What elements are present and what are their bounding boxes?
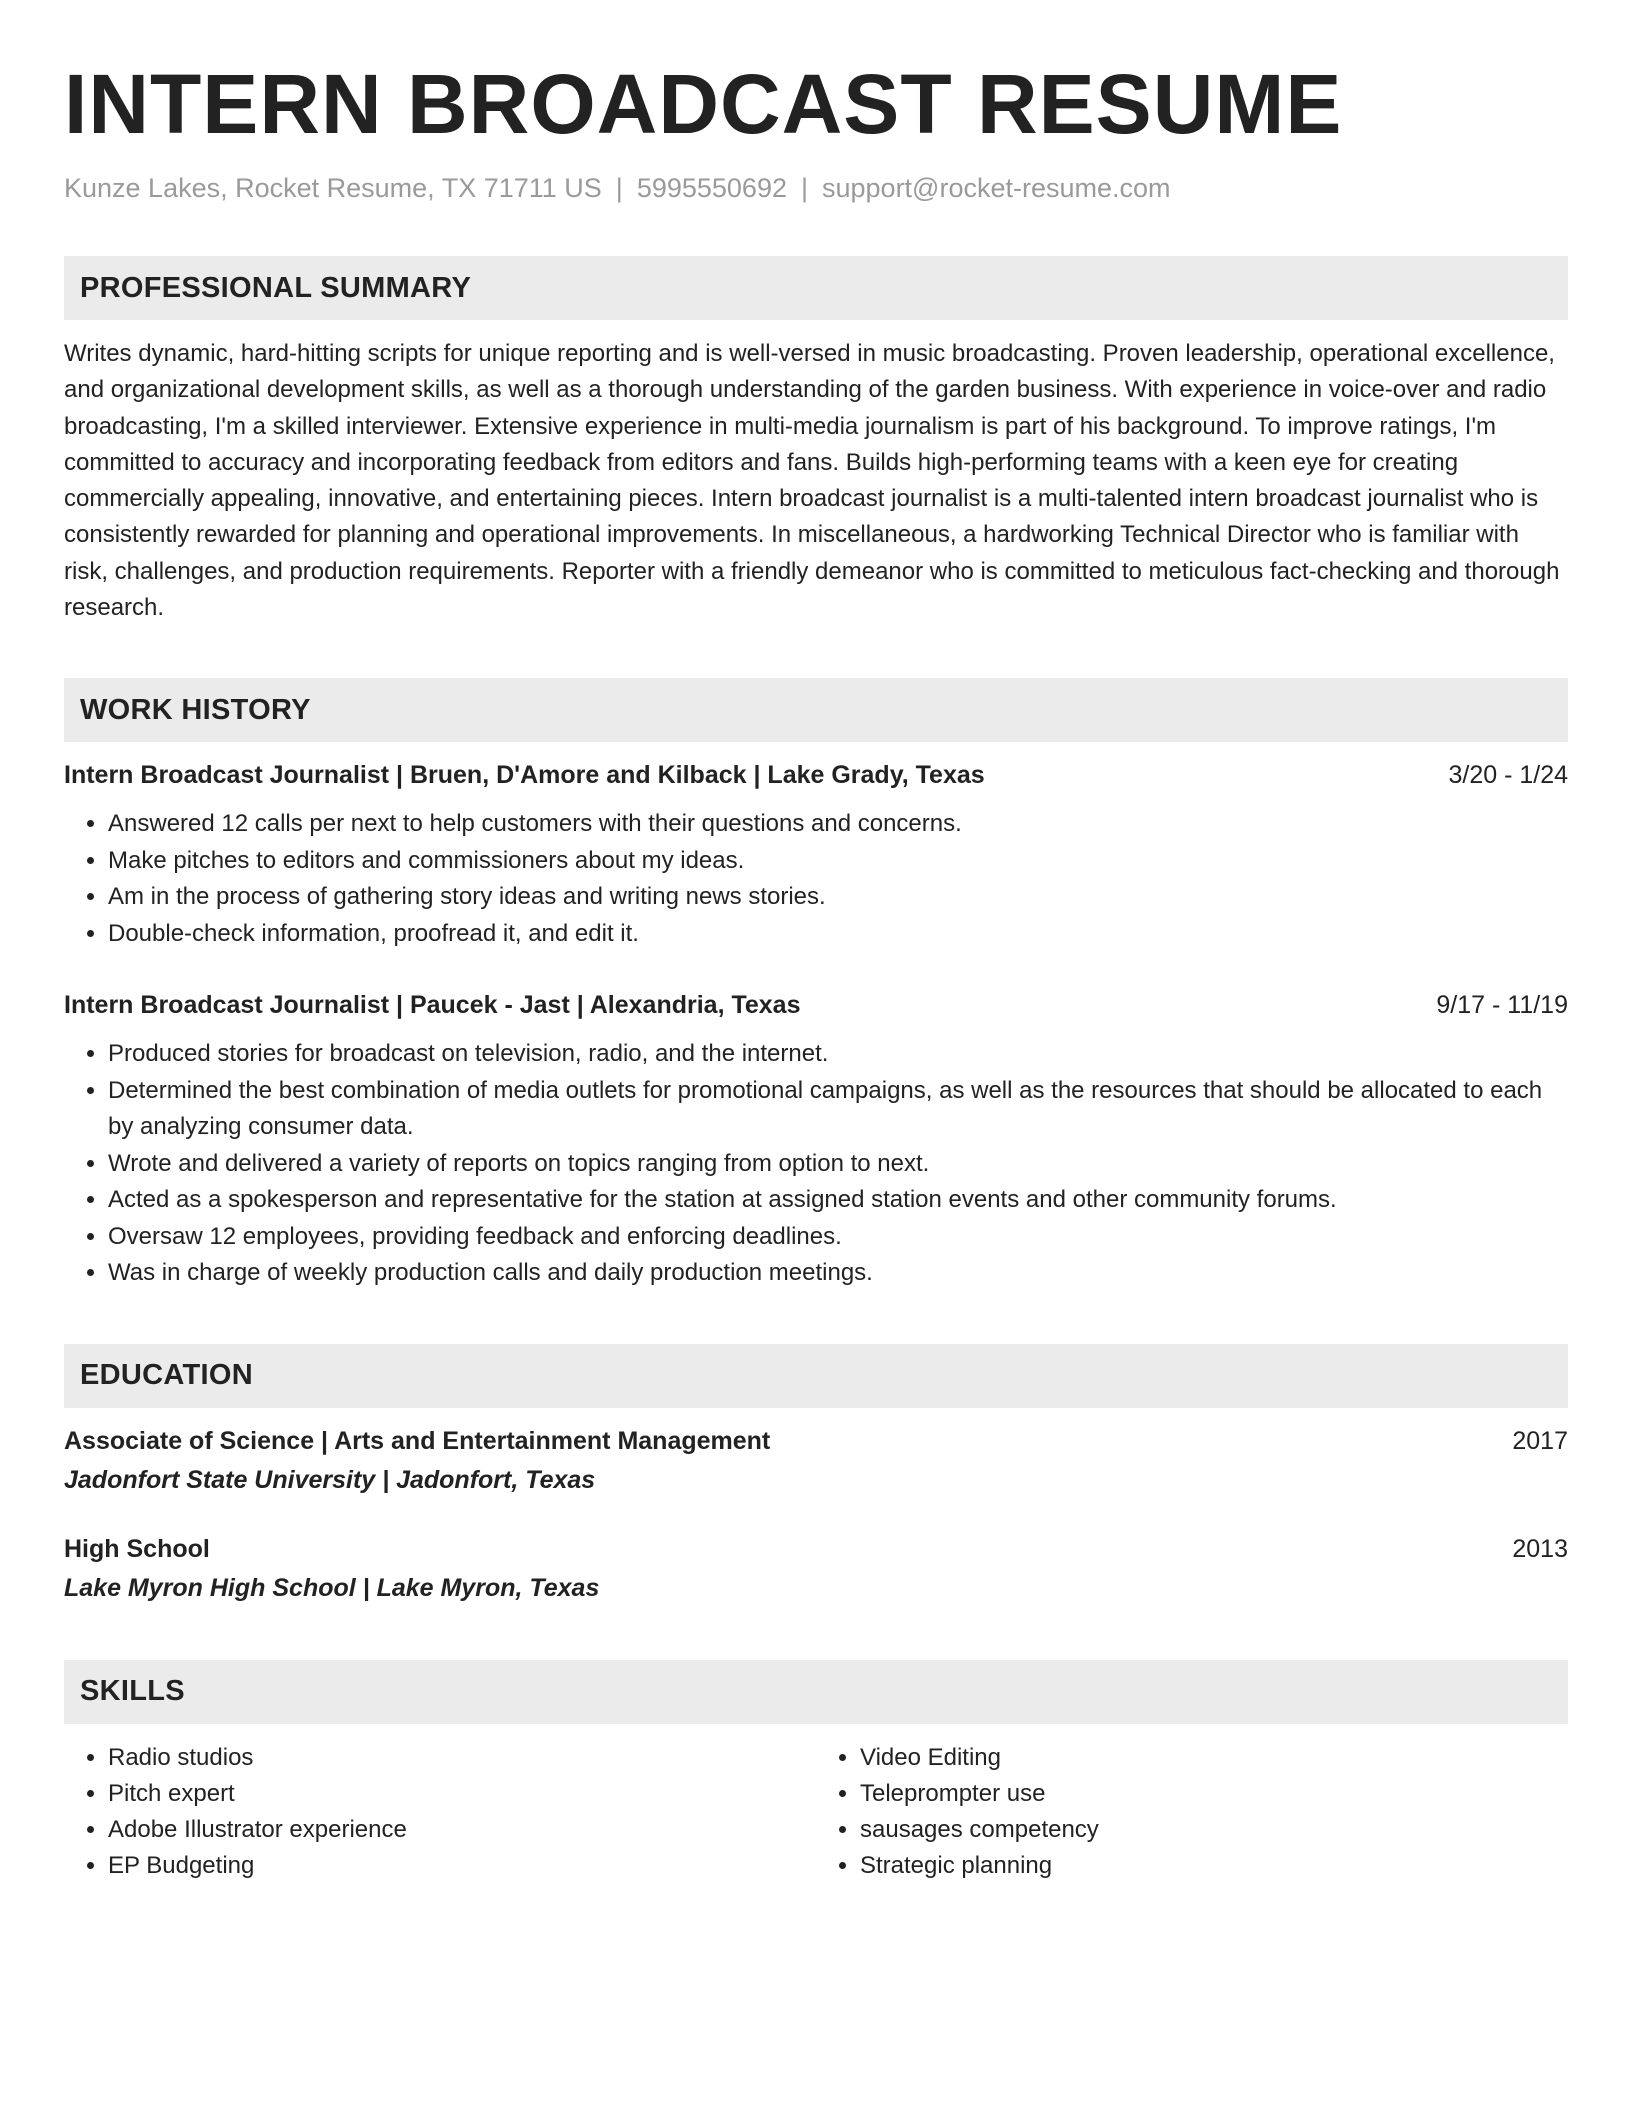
job-title: Intern Broadcast Journalist | Paucek - Jast | Alexandria, Texas xyxy=(64,991,801,1020)
skill-item: • Strategic planning xyxy=(860,1848,1568,1884)
section-header-work-history: WORK HISTORY xyxy=(64,678,1568,742)
skill-item: • Radio studios xyxy=(108,1740,816,1776)
job-title: Intern Broadcast Journalist | Bruen, D'Amore and Kilback | Lake Grady, Texas xyxy=(64,761,985,790)
contact-address: Kunze Lakes, Rocket Resume, TX 71711 US xyxy=(64,173,602,203)
education-header xyxy=(64,1422,1568,1460)
education-degree: Associate of Science | Arts and Entertainment Management xyxy=(64,1426,771,1455)
job-dates: 9/17 - 11/19 xyxy=(1436,991,1568,1020)
education-year: 2013 xyxy=(1512,1534,1568,1563)
contact-separator: | xyxy=(615,173,623,203)
job-bullet: • Answered 12 calls per next to help customers with their questions and concerns. xyxy=(108,806,1568,843)
job-bullet: • Produced stories for broadcast on television, radio, and the internet. xyxy=(108,1036,1568,1073)
summary-text: Writes dynamic, hard-hitting scripts for unique reporting and is well-versed in music broadcasting. Proven leadership, operational excellence, and organizational development skills, as well as a thorough understanding of the garden business. With experience in voice-over and radio broadcasting, I'm a skilled interviewer. Extensive experience in multi-media journalism is part of his background. To improve ratings, I'm committed to accuracy and incorporating feedback from editors and fans. Builds high-performing teams with a keen eye for creating commercially appealing, innovative, and entertaining pieces. Intern broadcast journalist is a multi-talented intern broadcast journalist who is consistently rewarded for planning and operational improvements. In miscellaneous, a hardworking Technical Director who is familiar with risk, challenges, and production requirements. Reporter with a friendly demeanor who is committed to meticulous fact-checking and thorough research. xyxy=(64,340,1560,622)
section-header-summary: PROFESSIONAL SUMMARY xyxy=(64,256,1568,320)
education-degree: High School xyxy=(64,1534,210,1563)
education-school: Jadonfort State University | Jadonfort, Texas xyxy=(64,1465,596,1494)
contact-line xyxy=(64,170,1568,206)
skills-list xyxy=(64,1740,1568,1884)
skill-item: • sausages competency xyxy=(860,1812,1568,1848)
job-entry xyxy=(64,756,1568,952)
job-bullets xyxy=(64,806,1568,952)
education-header xyxy=(64,1530,1568,1568)
job-bullet: • Oversaw 12 employees, providing feedback and enforcing deadlines. xyxy=(108,1219,1568,1256)
section-header-skills: SKILLS xyxy=(64,1660,1568,1724)
contact-email: support@rocket-resume.com xyxy=(822,173,1171,203)
job-bullet: • Determined the best combination of media outlets for promotional campaigns, as well as the resources that should be allocated to each by analyzing consumer data. xyxy=(108,1073,1568,1146)
job-entry xyxy=(64,986,1568,1292)
skill-item: • EP Budgeting xyxy=(108,1848,816,1884)
skill-item: • Teleprompter use xyxy=(860,1776,1568,1812)
job-header xyxy=(64,756,1568,794)
job-bullet: • Double-check information, proofread it, and edit it. xyxy=(108,916,1568,953)
skills-column-right xyxy=(816,1740,1568,1884)
skill-item: • Adobe Illustrator experience xyxy=(108,1812,816,1848)
skill-item: • Pitch expert xyxy=(108,1776,816,1812)
job-bullet: • Make pitches to editors and commissioners about my ideas. xyxy=(108,843,1568,880)
job-bullet: • Wrote and delivered a variety of reports on topics ranging from option to next. xyxy=(108,1146,1568,1183)
education-school: Lake Myron High School | Lake Myron, Texas xyxy=(64,1573,600,1602)
job-bullet: • Acted as a spokesperson and representative for the station at assigned station events and other community forums. xyxy=(108,1182,1568,1219)
contact-separator: | xyxy=(800,173,808,203)
skill-item: • Video Editing xyxy=(860,1740,1568,1776)
section-header-education: EDUCATION xyxy=(64,1344,1568,1408)
job-dates: 3/20 - 1/24 xyxy=(1448,761,1568,790)
job-bullet: • Was in charge of weekly production calls and daily production meetings. xyxy=(108,1255,1568,1292)
resume-title: INTERN BROADCAST RESUME xyxy=(64,57,1343,151)
education-entry xyxy=(64,1530,1568,1608)
job-header xyxy=(64,986,1568,1024)
education-entry xyxy=(64,1422,1568,1500)
education-year: 2017 xyxy=(1512,1426,1568,1455)
job-bullet: • Am in the process of gathering story ideas and writing news stories. xyxy=(108,879,1568,916)
job-bullets xyxy=(64,1036,1568,1292)
skills-column-left xyxy=(64,1740,816,1884)
contact-phone: 5995550692 xyxy=(636,173,787,203)
